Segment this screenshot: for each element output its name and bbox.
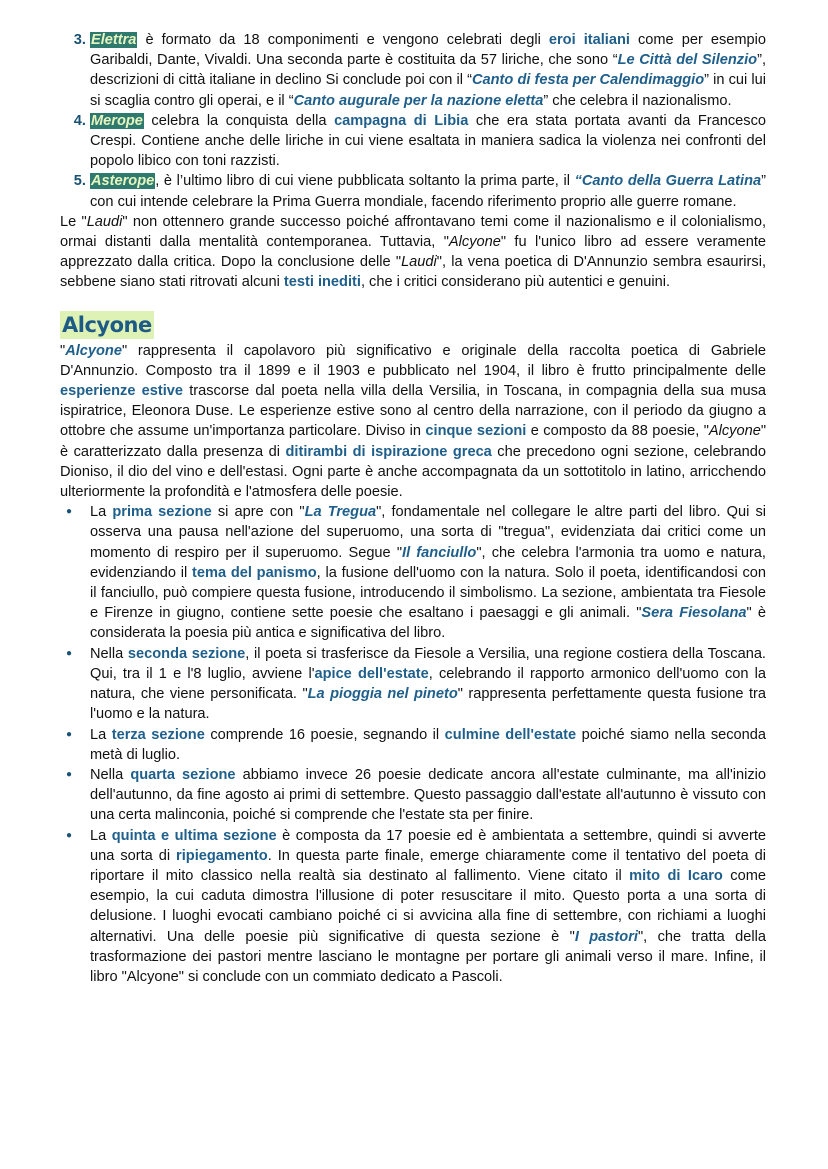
text-run: " non ottennero grande successo poiché affrontavano temi come il nazionalismo e il colonialismo, ormai distanti dalla mentalità contemporanea. Tuttavia, " [60, 213, 767, 251]
text-run: " [60, 342, 66, 359]
keyword-seconda-sezione: seconda sezione [127, 645, 246, 662]
highlight-asterope: Asterope [91, 173, 155, 190]
list-item-elettra [90, 30, 766, 111]
text-run: ", fondamentale nel collegare le altre parti del libro. Qui si osserva una pausa nell'azione del superuomo, una sorta di "tregua", evidenziata dai critici come un momento di respiro per il superuomo. Segue " [90, 504, 766, 561]
text-run: celebra la conquista della [143, 112, 335, 129]
keyword-eroi-italiani: eroi italiani [548, 32, 630, 48]
text-run: . In questa parte finale, emerge chiaramente come il tentativo del poeta di riportare il mito classico nella realtà sia destinato al fallimento. Viene citato il [90, 847, 766, 884]
list-item-quinta-sezione [90, 826, 766, 988]
alcyone-sections-list [60, 502, 766, 987]
text-run: " fu l'unico libro ad essere veramente apprezzato dalla critica. Dopo la conclusione delle " [60, 234, 766, 271]
keyword-esperienze-estive: esperienze estive [60, 383, 184, 400]
text-run: comprende 16 poesie, segnando il [204, 726, 445, 743]
paragraph-alcyone [60, 341, 766, 503]
text-run: ” con cui intende celebrare la Prima Guerra mondiale, facendo riferimento proprio alle guerre romane. [90, 173, 766, 210]
text-run: e composto da 88 poesie, " [526, 423, 709, 440]
laudi-books-list [60, 30, 766, 212]
title-sera-fiesolana: Sera Fiesolana [641, 605, 747, 622]
title-il-fanciullo: Il fanciullo [402, 544, 477, 561]
text-run: ” in cui lui si scaglia contro gli operai, e il “ [90, 72, 766, 109]
section-heading-alcyone: Alcyone [62, 312, 152, 337]
title-canto-guerra-latina: “Canto della Guerra Latina [574, 173, 762, 190]
list-item-prima-sezione [90, 502, 766, 643]
text-run: ", che celebra l'armonia tra uomo e natura, evidenziando il [90, 544, 766, 581]
title-canto-augurale: Canto augurale per la nazione eletta [293, 92, 544, 109]
keyword-mito-icaro: mito di Icaro [629, 867, 723, 884]
text-run: " rappresenta il capolavoro più significativo e originale della raccolta poetica di Gabriele D'Annunzio. Composto tra il 1899 e il 1903 e pubblicato nel 1904, il libro è frutto principalmente delle [60, 342, 766, 379]
keyword-quinta-sezione: quinta e ultima sezione [111, 827, 277, 844]
text-run: " è caratterizzato dalla presenza di [60, 423, 766, 460]
title-alcyone: Alcyone [65, 342, 122, 359]
text-run: che precedono ogni sezione, celebrando Dioniso, il dio del vino e dell'estasi. Ogni parte è anche accompagnata da un sottotitolo in latino, arricchendo ulteriormente la profondità e l'atmosfera delle poesie. [60, 443, 767, 501]
text-run: , la fusione dell'uomo con la natura. Solo il poeta, identificandosi con il fanciullo, può compiere questa fusione, introducendo il simbolismo. La sezione, ambientata tra Fiesole e Firenze in giugno, contiene sette poesie che esaltano i paesaggi e gli animali. " [90, 564, 766, 622]
text-run: è composta da 17 poesie ed è ambientata a settembre, quindi si avverte una sorta di [90, 827, 767, 864]
italic-alcyone: Alcyone [708, 423, 761, 440]
title-i-pastori: I pastori [574, 928, 638, 945]
text-run: ”, descrizioni di città italiane in declino Si conclude poi con il “ [90, 52, 766, 89]
keyword-ripiegamento: ripiegamento [176, 847, 268, 864]
text-run: si apre con " [211, 504, 305, 521]
text-run: poiché siamo nella seconda metà di luglio. [90, 726, 767, 763]
text-run: come esempio, la cui caduta dimostra l'illusione di poter resuscitare il mito. Questo porta a una sorta di delusione. I luoghi evocati cambiano poiché ci si avvicina alla fine di settembre, con richiami a luoghi alternativi. Una delle poesie più significative di questa sezione è " [90, 867, 766, 945]
keyword-terza-sezione: terza sezione [111, 726, 205, 743]
text-run: Le " [60, 213, 87, 230]
keyword-testi-inediti: testi inediti [283, 274, 361, 291]
text-run: è formato da 18 componimenti e vengono celebrati degli [137, 32, 549, 48]
title-canto-calendimaggio: Canto di festa per Calendimaggio [471, 72, 705, 89]
keyword-apice-estate: apice dell'estate [314, 665, 429, 682]
text-run: La [90, 827, 112, 844]
paragraph-laudi [60, 212, 766, 293]
title-pioggia-pineto: La pioggia nel pineto [307, 686, 458, 703]
list-item-quarta-sezione [90, 765, 766, 826]
text-run: ” che celebra il nazionalismo. [543, 92, 732, 109]
list-item-asterope [90, 171, 766, 211]
list-item-seconda-sezione [90, 644, 766, 725]
text-run: " rappresenta perfettamente questa fusione tra l'uomo e la natura. [90, 686, 767, 723]
keyword-cinque-sezioni: cinque sezioni [425, 423, 527, 440]
text-run: , che i critici considerano più autentici e genuini. [360, 274, 671, 291]
keyword-ditirambi: ditirambi di ispirazione greca [285, 443, 492, 460]
keyword-tema-panismo: tema del panismo [192, 564, 317, 581]
text-run: , è l’ultimo libro di cui viene pubblicata soltanto la prima parte, il [155, 173, 575, 190]
text-run: Nella [90, 766, 131, 783]
text-run: ", la vena poetica di D'Annunzio sembra esaurirsi, sebbene siano stati ritrovati alcuni [60, 254, 766, 291]
keyword-campagna-libia: campagna di Libia [334, 112, 469, 129]
italic-laudi: Laudi [401, 254, 437, 271]
text-run: La [90, 726, 112, 743]
text-run: abbiamo invece 26 poesie dedicate ancora all'estate culminante, ma all'inizio dell'autunno, da fine agosto ai primi di settembre. Questo passaggio dall'estate all'autunno è vissuto con una certa malinconia, poiché si comprende che l'estate sta per finire. [90, 766, 767, 824]
text-run: che era stata portata avanti da Francesco Crespi. Contiene anche delle liriche in cui viene esaltata in maniera sadica la violenza nei confronti del popolo libico con toni razzisti. [90, 112, 766, 170]
text-run: , il poeta si trasferisce da Fiesole a Versilia, una regione costiera della Toscana. Qui, tra il 1 e l'8 luglio, avviene l' [90, 645, 766, 682]
italic-alcyone: Alcyone [448, 234, 501, 251]
italic-laudi: Laudi [86, 213, 123, 230]
text-run: " è considerata la poesia più antica e significativa del libro. [90, 605, 766, 642]
text-run: trascorse dal poeta nella villa della Versilia, in Toscana, in compagnia della sua musa ispiratrice, Eleonora Duse. Le esperienze estive sono al centro della narrazione, con il periodo da giugno a ottobre che assume un'importanza particolare. Diviso in [60, 383, 766, 440]
text-run: , celebrando il rapporto armonico dell'uomo con la natura, che viene personificata. " [90, 665, 766, 703]
highlight-elettra: Elettra [91, 32, 137, 48]
list-item-terza-sezione [90, 725, 766, 765]
keyword-culmine-estate: culmine dell'estate [444, 726, 577, 743]
title-citta-silenzio: Le Città del Silenzio [617, 52, 758, 69]
text-run: come per esempio Garibaldi, Dante, Vivaldi. Una seconda parte è costituita da 57 liriche, che sono “ [90, 32, 767, 69]
title-la-tregua: La Tregua [304, 504, 377, 521]
text-run: ", che tratta della trasformazione dei pastori mentre lasciano le montagne per portare gli animali verso il mare. Infine, il libro "Alcyone" si conclude con un commiato dedicato a Pascoli. [90, 928, 766, 985]
text-run: Nella [90, 645, 128, 662]
highlight-merope: Merope [91, 112, 143, 129]
keyword-prima-sezione: prima sezione [112, 504, 212, 521]
text-run: La [90, 504, 113, 521]
keyword-quarta-sezione: quarta sezione [130, 766, 236, 783]
list-item-merope [90, 111, 766, 172]
